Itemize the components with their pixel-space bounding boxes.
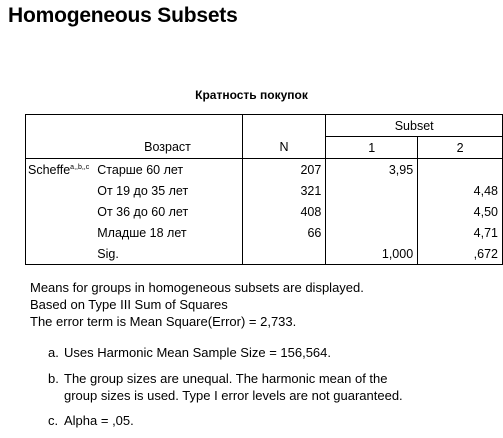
header-corner xyxy=(26,137,94,159)
table-row xyxy=(26,180,503,201)
cell-n xyxy=(242,243,326,265)
test-footnote-marks: a,,b,,c xyxy=(70,163,90,171)
footnote-a xyxy=(48,344,331,361)
table-row xyxy=(26,243,503,265)
cell-subset-1 xyxy=(326,180,418,201)
row-label: От 36 до 60 лет xyxy=(97,204,189,219)
footnote-text: group sizes is used. Type I error levels are not guaranteed. xyxy=(64,388,403,403)
cell-n: 321 xyxy=(242,180,326,201)
cell-subset-2: 4,48 xyxy=(418,180,503,201)
header-subset: Subset xyxy=(326,115,503,137)
page-title: Homogeneous Subsets xyxy=(8,4,238,27)
cell-subset-2: 4,71 xyxy=(418,222,503,243)
cell-n: 66 xyxy=(242,222,326,243)
cell-subset-1: 1,000 xyxy=(326,243,418,265)
test-label: Scheffe$^{a,,b,,c}$ xyxy=(26,159,94,181)
table-row xyxy=(26,201,503,222)
homogeneous-subsets-table xyxy=(25,114,503,265)
header-subset-2: 2 xyxy=(418,137,503,159)
header-corner xyxy=(93,115,242,137)
row-label: Младше 18 лет xyxy=(97,225,187,240)
footnote-text: The group sizes are unequal. The harmonic mean of the xyxy=(64,371,388,386)
header-corner xyxy=(26,115,94,137)
cell-subset-2 xyxy=(418,159,503,181)
table-title: Кратность покупок xyxy=(195,88,308,102)
cell-n: 408 xyxy=(242,201,326,222)
note-line: Means for groups in homogeneous subsets are displayed. xyxy=(30,280,364,295)
footnote-mark: a. xyxy=(48,345,59,360)
footnote-text: Alpha = ,05. xyxy=(64,413,134,428)
footnote-mark: c. xyxy=(48,413,59,428)
note-line: The error term is Mean Square(Error) = 2,733. xyxy=(30,314,297,329)
cell-n: 207 xyxy=(242,159,326,181)
table-row xyxy=(26,159,503,181)
header-subset-1: 1 xyxy=(326,137,418,159)
header-n-top xyxy=(242,115,326,137)
row-label: Старше 60 лет xyxy=(97,162,184,177)
footnote-text: Uses Harmonic Mean Sample Size = 156,564. xyxy=(64,345,331,360)
row-label: От 19 до 35 лет xyxy=(97,183,189,198)
note-line: Based on Type III Sum of Squares xyxy=(30,297,228,312)
cell-subset-2: ,672 xyxy=(418,243,503,265)
table-notes xyxy=(30,279,364,330)
cell-subset-1 xyxy=(326,222,418,243)
cell-subset-2: 4,50 xyxy=(418,201,503,222)
table-row xyxy=(26,222,503,243)
header-n: N xyxy=(242,137,326,159)
footnote-b xyxy=(48,370,403,404)
row-label: Sig. xyxy=(93,243,242,265)
cell-subset-1 xyxy=(326,201,418,222)
cell-subset-1: 3,95 xyxy=(326,159,418,181)
header-row-label: Возраст xyxy=(93,137,242,159)
footnote-mark: b. xyxy=(48,371,59,386)
footnote-c xyxy=(48,412,134,429)
